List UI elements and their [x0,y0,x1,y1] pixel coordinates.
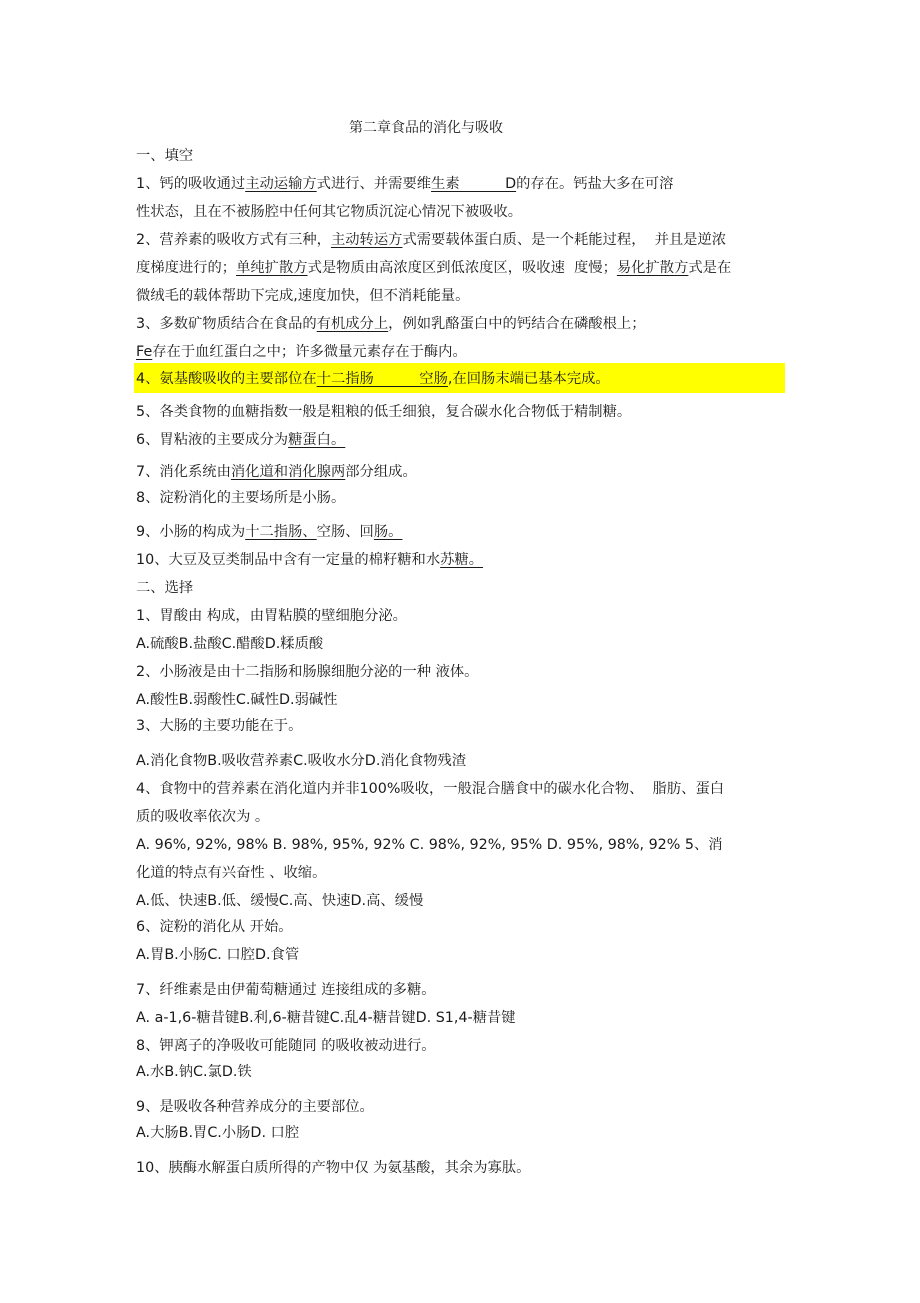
fill-item-7: 7、消化系统由消化道和消化腺两部分组成。 [136,464,417,480]
choice-q10: 10、胰酶水解蛋白质所得的产物中仅 为氨基酸，其余为寡肽。 [136,1160,531,1176]
choice-q3-options: A.消化食物B.吸收营养素C.吸收水分D.消化食物残渣 [136,753,467,769]
choice-q4: 4、食物中的营养素在消化道内并非100%吸收，一般混合膳食中的碳水化合物、 脂肪、蛋白 [136,781,725,797]
fill-item-9: 9、小肠的构成为十二指肠、空肠、回肠。 [136,524,403,540]
choice-q6: 6、淀粉的消化从 开始。 [136,919,293,935]
fill-item-8: 8、淀粉消化的主要场所是小肠。 [136,490,346,506]
fill-item-6: 6、胃粘液的主要成分为糖蛋白。 [136,432,346,448]
choice-q9-options: A.大肠B.胃C.小肠D. 口腔 [136,1125,300,1141]
fill-item-4: 4、氨基酸吸收的主要部位在十二指肠 空肠,在回肠末端已基本完成。 [136,371,610,387]
fill-item-10: 10、大豆及豆类制品中含有一定量的棉籽糖和水苏糖。 [136,552,484,568]
choice-q8-options: A.水B.钠C.氯D.铁 [136,1064,252,1080]
choice-q8: 8、钾离子的净吸收可能随同 的吸收被动进行。 [136,1038,436,1054]
choice-q3: 3、大肠的主要功能在于。 [136,718,303,734]
fill-item-1: 1、钙的吸收通过主动运输方式进行、并需要维生素 D的存在。钙盐大多在可溶 [136,176,674,192]
choice-q6-options: A.胃B.小肠C. 口腔D.食管 [136,947,300,963]
choice-q5-options: A.低、快速B.低、缓慢C.高、快速D.高、缓慢 [136,893,424,909]
document-title: 第二章食品的消化与吸收 [349,120,503,136]
section-choice-heading: 二、选择 [136,580,194,596]
choice-q9: 9、是吸收各种营养成分的主要部位。 [136,1099,374,1115]
fill-item-1-cont: 性状态，且在不被肠腔中任何其它物质沉淀心情况下被吸收。 [136,204,523,220]
fill-item-3: 3、多数矿物质结合在食品的有机成分上，例如乳酪蛋白中的钙结合在磷酸根上； [136,316,646,332]
choice-q1: 1、胃酸由 构成，由胃粘膜的壁细胞分泌。 [136,608,407,624]
choice-q4-options: A. 96%, 92%, 98% B. 98%, 95%, 92% C. 98%, 92%, 95% D. 95%, 98%, 92% 5、消 [136,837,723,853]
section-fill-blank-heading: 一、填空 [136,148,194,164]
choice-q2: 2、小肠液是由十二指肠和肠腺细胞分泌的一种 液体。 [136,664,479,680]
fill-item-2-cont: 度梯度进行的；单纯扩散方式是物质由高浓度区到低浓度区，吸收速 度慢；易化扩散方式是在 [136,260,732,276]
choice-q7: 7、纤维素是由伊葡萄糖通过 连接组成的多糖。 [136,982,436,998]
choice-q2-options: A.酸性B.弱酸性C.碱性D.弱碱性 [136,692,338,708]
fill-item-2-cont2: 微绒毛的载体帮助下完成,速度加快，但不消耗能量。 [136,288,470,304]
choice-q1-options: A.硫酸B.盐酸C.醋酸D.糅质酸 [136,636,324,652]
choice-q5: 化道的特点有兴奋性 、收缩。 [136,865,327,881]
fill-item-5: 5、各类食物的血糖指数一般是粗粮的低壬细狼，复合碳水化合物低于精制糖。 [136,404,632,420]
choice-q4-cont: 质的吸收率依次为 。 [136,809,270,825]
fill-item-2: 2、营养素的吸收方式有三种，主动转运方式需要载体蛋白质、是一个耗能过程， 并且是逆浓 [136,232,727,248]
choice-q7-options: A. a-1,6-糖昔键B.利,6-糖昔键C.乱4-糖昔键D. S1,4-糖昔键 [136,1010,516,1026]
fill-item-3-cont: Fe存在于血红蛋白之中；许多微量元素存在于酶内。 [136,344,467,360]
